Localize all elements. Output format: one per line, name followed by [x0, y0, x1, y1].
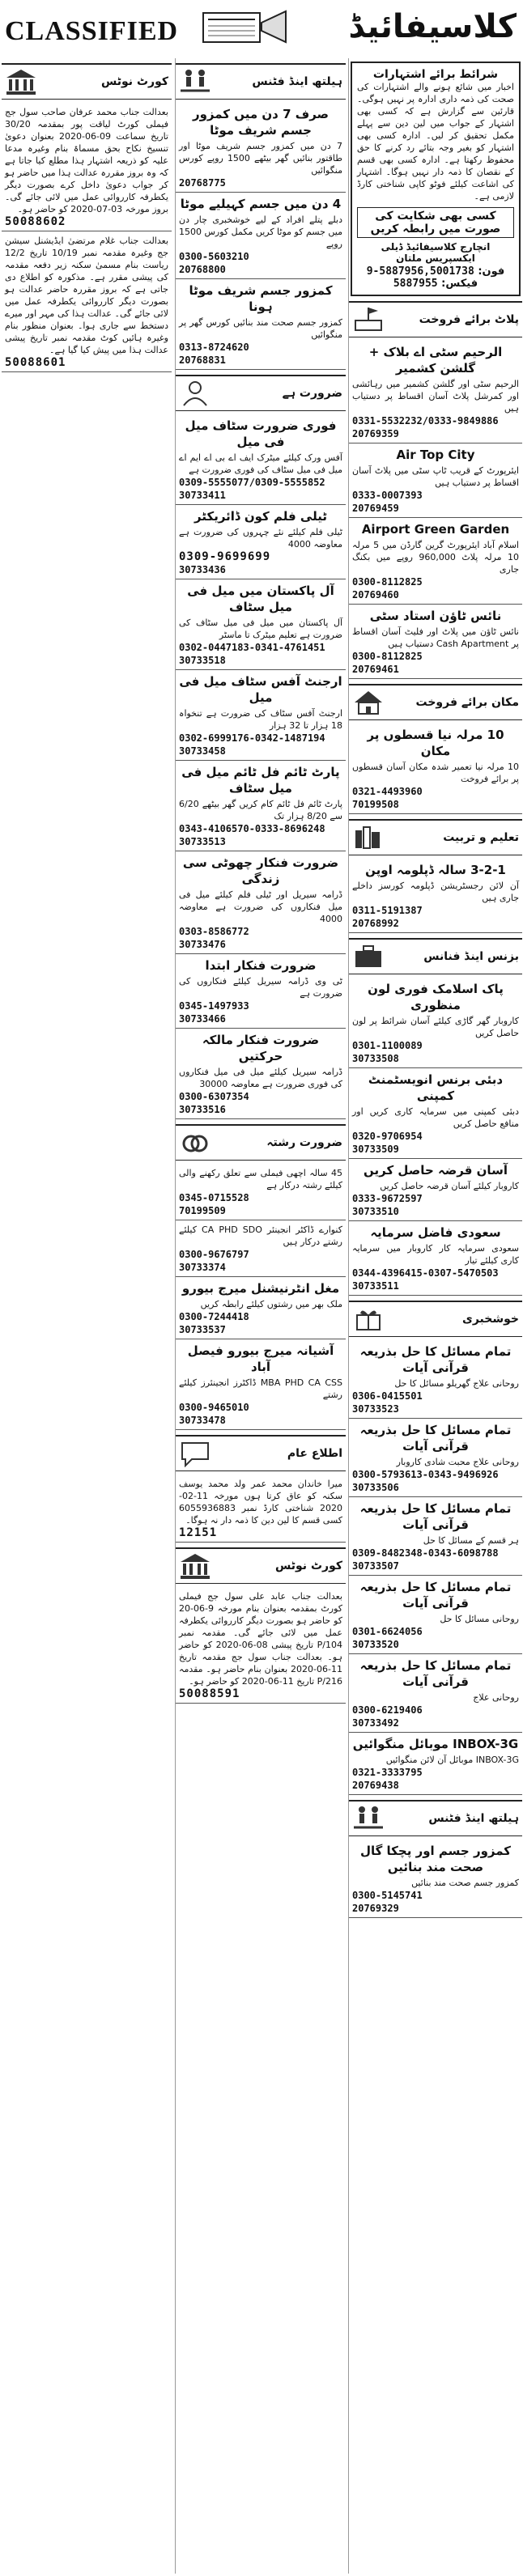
- notice-body: بعدالت جناب محمد عرفان صاحب سول جج فیملی کورٹ لیاقت پور بمقدمہ 30/20 تاریخ سماعت 09-06-2020 بعنوان دعویٰ تنسیخ نکاح بحق مسماۃ بنام وغیرہ مدعا علیہ کو ذریعہ اشتہار ہذا مطلع کیا جاتا ہے کہ وہ بروز مقررہ عدالت ہذا میں حاضر ہو کر جواب دعویٰ داخل کرے بصورت دیگر یکطرفہ کارروائی عمل میں لائی جائے گی۔ بروز مورخہ 03-07-2020 کو حاضر ہو۔: [5, 107, 168, 214]
- section-header: [349, 301, 522, 337]
- terms-body: اخبار میں شائع ہونے والے اشتہارات کی صحت کی ذمہ داری ادارہ پر نہیں ہوگی۔ قارئین سے گزارش ہے کہ کسی بھی اشتہار کے جواب میں لین دین سے پہلے مکمل تحقیق کر لیں۔ ادارہ کسی بھی اشتہار کو بغیر وجہ بتائے رد کرنے کا حق محفوظ رکھتا ہے۔ ادارہ کسی بھی قسم کے نقصان کا ذمہ دار نہیں ہوگا۔ اشتہار کی اشاعت کیلئے فوٹو کاپی شناختی کارڈ لازمی ہے۔: [357, 82, 514, 202]
- ad-headline: ٹیلی فلم کون ڈائریکٹر: [194, 509, 327, 524]
- ad-phone: 0300-9465010: [179, 1402, 249, 1413]
- ad-body: ارجنٹ آفس سٹاف کی ضرورت ہے تنخواہ 18 ہزار تا 32 ہزار: [179, 708, 342, 731]
- ad-code: 20769460: [352, 589, 399, 601]
- terms-box: [351, 62, 521, 296]
- court-notice: [2, 103, 172, 231]
- ad-code: 12151: [179, 1526, 218, 1539]
- office-fax: 5887955: [393, 278, 438, 290]
- ad-phone: 0333-9672597: [352, 1193, 423, 1204]
- ad-code: 30733523: [352, 1403, 399, 1415]
- ad-code: 30733511: [352, 1280, 399, 1292]
- ad-headline: مغل انٹرنیشنل میرج بیورو: [181, 1281, 340, 1296]
- classified-ad: [176, 954, 346, 1029]
- court-notice: [176, 1587, 346, 1704]
- ad-phone: 0321-3333795: [352, 1767, 423, 1778]
- ad-body: میرا خاندان محمد عمر ولد محمد یوسف سکنہ کو عاق کرتا ہوں مورخہ 11-02-2020 شناختی کارڈ نمبر 6055936883 کسی قسم کا لین دین کا ذمہ دار نہ ہوگا۔: [179, 1479, 342, 1526]
- ad-phone: 0301-1100089: [352, 1040, 423, 1051]
- ad-phone: 0302-6999176-0342-1487194: [179, 732, 325, 744]
- ad-code: 30733478: [179, 1415, 226, 1426]
- classified-ad: [349, 1733, 522, 1795]
- section-header: [349, 684, 522, 720]
- classified-ad: [176, 579, 346, 670]
- section-title: مکان برائے فروخت: [415, 696, 519, 709]
- ad-code: 30733510: [352, 1206, 399, 1217]
- ad-code: 30733374: [179, 1262, 226, 1273]
- complaint-note: کسی بھی شکایت کی صورت میں رابطہ کریں: [357, 207, 514, 238]
- section-title: بزنس اینڈ فنانس: [423, 950, 519, 963]
- ad-body: ہر قسم کے مسائل کا حل: [423, 1535, 519, 1546]
- ad-code: 30733509: [352, 1144, 399, 1155]
- ad-headline: آسان قرضہ حاصل کریں: [364, 1163, 508, 1178]
- section-header: [349, 1800, 522, 1836]
- classified-ad: [349, 724, 522, 814]
- classified-ad: [349, 978, 522, 1068]
- section-title: کورٹ نوٹس: [100, 75, 168, 88]
- ad-body: کاروبار گھر گاڑی کیلئے آسان شرائط پر لون حاصل کریں: [352, 1016, 519, 1038]
- ad-phone: 0302-0447183-0341-4761451: [179, 642, 325, 653]
- ad-headline: تمام مسائل کا حل بذریعہ قرآنی آیات: [359, 1658, 512, 1689]
- ad-phone: 0301-6624056: [352, 1626, 423, 1637]
- ad-code: 30733458: [179, 745, 226, 757]
- gift-box-icon: [352, 1305, 385, 1333]
- classified-ad: [349, 1340, 522, 1419]
- classified-ad: [349, 1068, 522, 1159]
- ad-phone: 0300-9676797: [179, 1249, 249, 1260]
- house-icon: [352, 689, 385, 716]
- classified-ad: [176, 279, 346, 370]
- ad-headline: تمام مسائل کا حل بذریعہ قرآنی آیات: [359, 1344, 512, 1375]
- ad-headline: آشیانہ میرج بیورو فیصل آباد: [187, 1343, 334, 1374]
- ad-headline: کمزور جسم شریف موٹا ہونا: [189, 283, 333, 314]
- ad-phone: 0303-8586772: [179, 926, 249, 937]
- ad-body: پارٹ ٹائم فل ٹائم کام کریں گھر بیٹھے 6/20 سے 8/20 ہزار تک: [179, 799, 342, 821]
- classified-title-ur: کلاسیفائیڈ: [348, 8, 517, 45]
- newspaper-megaphone-icon: [198, 6, 296, 47]
- ad-headline: 4 دن میں جسم کہیلیے موٹا: [180, 197, 342, 211]
- column-health-jobs: [175, 58, 346, 2574]
- classified-ad: [349, 518, 522, 605]
- ad-body: ایئرپورٹ کے قریب ٹاپ سٹی میں پلاٹ آسان اقساط پر دستیاب ہیں: [352, 465, 519, 488]
- ad-code: 30733513: [179, 836, 226, 847]
- section-title: ہیلتھ اینڈ فٹنس: [252, 75, 342, 88]
- ad-code: 20769461: [352, 664, 399, 675]
- ad-code: 30733518: [179, 655, 226, 666]
- classified-ad: [176, 1277, 346, 1339]
- section-header: [176, 1547, 346, 1584]
- ad-body: کمزور جسم صحت مند بنائیں: [411, 1878, 519, 1888]
- ad-headline: پارٹ ٹائم فل ٹائم میل فی میل سٹاف: [181, 765, 340, 796]
- ad-headline: 10 مرلہ نیا قسطوں پر مکان: [367, 728, 504, 758]
- ad-phone: 0331-5532232/0333-9849886: [352, 415, 499, 427]
- ad-body: دبلے پتلے افراد کے لیے خوشخبری چار دن میں جسم کو موٹا کریں مکمل کورس 1500 روپے: [179, 214, 342, 249]
- ad-code: 30733492: [352, 1717, 399, 1729]
- classified-ad: [176, 1220, 346, 1277]
- section-title: پلاٹ برائے فروخت: [419, 313, 519, 326]
- ad-body: MBA PHD CA CSS ڈاکٹرز انجینئرز کیلئے رشتے: [179, 1377, 342, 1400]
- ad-code: 20768831: [179, 354, 226, 366]
- classified-ad: [176, 1029, 346, 1119]
- ad-body: 10 مرلہ نیا تعمیر شدہ مکان آسان قسطوں پر برائے فروخت: [352, 762, 519, 784]
- ad-body: 7 دن میں کمزور جسم شریف موٹا اور طاقتور بنائیں گھر بیٹھے 1500 روپے کورس منگوائیں: [179, 141, 342, 176]
- classified-ad: [349, 341, 522, 443]
- ad-phone: 0300-5145741: [352, 1890, 423, 1901]
- ad-code: 20769329: [352, 1903, 399, 1914]
- ad-code: 70199508: [352, 799, 399, 810]
- ad-phone: 0300-7244418: [179, 1311, 249, 1322]
- ad-code: 30733476: [179, 939, 226, 950]
- classified-ad: [349, 1497, 522, 1576]
- ad-body: ٹیلی فلم کیلئے نئے چہروں کی ضرورت ہے معاوضہ 4000: [179, 527, 342, 550]
- ad-headline: فوری ضرورت سٹاف میل فی میل: [185, 418, 337, 449]
- ad-body: روحانی علاج محبت شادی کاروبار: [396, 1457, 519, 1467]
- ad-headline: 3-2-1 سالہ ڈپلومہ اوپن: [365, 863, 506, 877]
- ad-phone: 0343-4106570-0333-8696248: [179, 823, 325, 834]
- fitness-figure-icon: [179, 68, 211, 95]
- classified-ad: [349, 1419, 522, 1497]
- ad-headline: ضرورت فنکار ابتدا: [205, 958, 317, 973]
- ad-headline: کمزور جسم اور پچکا گال صحت مند بنائیں: [359, 1844, 512, 1874]
- notice-body: بعدالت جناب عابد علی سول جج فیملی کورٹ بمقدمہ بعنوان بنام مورخہ 9-06-20 کو حاضر ہو بصورت دیگر کارروائی یکطرفہ عمل میں لائی جائے گی۔ مقدمہ نمبر 104/P تاریخ پیشی 08-06-2020 کو حاضر ہو۔ بعدالت جناب سول جج مقدمہ تاریخ 11-06-2020 بعنوان بنام حاضر ہو۔ مقدمہ 216/P تاریخ 11-06-2020 کو حاضر ہو۔: [179, 1591, 342, 1687]
- classified-ad: [176, 1164, 346, 1220]
- ad-headline: نائس ٹاؤن استاد سٹی: [369, 609, 502, 623]
- ad-body: آفس ورک کیلئے میٹرک ایف اے بی اے ایم اے میل فی میل سٹاف کی فوری ضرورت ہے: [179, 452, 342, 475]
- ad-headline: تمام مسائل کا حل بذریعہ قرآنی آیات: [359, 1423, 512, 1454]
- section-title: ہیلتھ اینڈ فٹنس: [428, 1812, 519, 1825]
- ad-body: کاروبار کیلئے آسان قرضہ حاصل کریں: [380, 1181, 519, 1191]
- ad-body: روحانی مسائل کا حل: [440, 1614, 519, 1624]
- classified-ad: [176, 761, 346, 851]
- section-title: کورٹ نوٹس: [274, 1560, 342, 1572]
- ad-body: آن لائن رجسٹریشن ڈپلومہ کورسز داخلے جاری ہیں: [352, 881, 519, 903]
- ad-phone: 0300-5793613-0343-9496926: [352, 1469, 499, 1480]
- ad-code: 20769438: [352, 1780, 399, 1791]
- section-header: [176, 1124, 346, 1161]
- blank-column-area: [2, 372, 172, 1829]
- ad-headline: ارجنٹ آفس سٹاف میل فی میل: [179, 674, 342, 705]
- ad-phone: 0300-8112825: [352, 576, 423, 588]
- ad-body: 45 سالہ اچھی فیملی سے تعلق رکھنے والی کیلئے رشتہ درکار ہے: [179, 1168, 342, 1190]
- classified-ad: [176, 103, 346, 193]
- ad-headline: تمام مسائل کا حل بذریعہ قرآنی آیات: [359, 1501, 512, 1532]
- courthouse-icon: [179, 1552, 211, 1580]
- ad-headline: Air Top City: [396, 448, 475, 462]
- ad-phone: 0344-4396415-0307-5470503: [352, 1267, 499, 1279]
- section-title: اطلاع عام: [287, 1447, 342, 1460]
- ad-code: 30733466: [179, 1013, 226, 1025]
- incharge-label: انچارج کلاسیفائیڈ ڈیلی ایکسپریس ملتان: [381, 241, 491, 264]
- ad-body: ڈرامہ سیریل اور ٹیلی فلم کیلئے میل فی میل فنکاروں کی ضرورت ہے معاوضہ 4000: [179, 889, 342, 924]
- classified-ad: [176, 1475, 346, 1543]
- ad-code: 20768992: [352, 918, 399, 929]
- ad-code: 30733411: [179, 490, 226, 501]
- ad-code: 70199509: [179, 1205, 226, 1216]
- classified-ad: [349, 605, 522, 679]
- ad-phone: 0309-9699699: [179, 550, 271, 563]
- classified-ad: [349, 1654, 522, 1733]
- ad-code: 20769459: [352, 503, 399, 514]
- ad-phone: 0309-8482348-0343-6098788: [352, 1547, 499, 1559]
- ad-body: INBOX-3G موبائل آن لائن منگوائیں: [385, 1755, 519, 1765]
- ad-headline: ضرورت فنکار چھوٹی سی زندگی: [182, 855, 339, 886]
- fax-label: فیکس:: [441, 278, 478, 290]
- section-title: ضرورت رشتہ: [266, 1136, 342, 1149]
- section-header: [176, 375, 346, 411]
- ad-body: کمزور جسم صحت مند بنائیں کورس گھر پر منگوائیں: [179, 317, 342, 340]
- ad-body: ٹی وی ڈرامہ سیریل کیلئے فنکاروں کی ضرورت ہے: [179, 976, 342, 999]
- ad-phone: 0309-5555077/0309-5555852: [179, 477, 325, 488]
- fitness-figure-icon: [352, 1805, 385, 1832]
- ad-code: 30733506: [352, 1482, 399, 1493]
- ad-body: کنوارے ڈاکٹر انجینئر CA PHD SDO کیلئے رشتے درکار ہیں: [179, 1224, 342, 1247]
- column-court-notices: [2, 58, 172, 2574]
- ad-body: ملک بھر میں رشتوں کیلئے رابطہ کریں: [200, 1299, 342, 1309]
- ad-code: 20769359: [352, 428, 399, 439]
- ad-phone: 0333-0007393: [352, 490, 423, 501]
- column-property-services: [348, 58, 522, 2574]
- ad-headline: تمام مسائل کا حل بذریعہ قرآنی آیات: [359, 1580, 512, 1611]
- ad-body: اسلام آباد ایئرپورٹ گرین گارڈن میں 5 مرلہ 10 مرلہ پلاٹ 960,000 روپے میں بکنگ جاری: [352, 540, 519, 575]
- ad-code: 20768800: [179, 264, 226, 275]
- classified-ad: [349, 1576, 522, 1654]
- ad-phone: 0300-5603210: [179, 251, 249, 262]
- classified-ad: [176, 851, 346, 954]
- ad-phone: 0306-0415501: [352, 1390, 423, 1402]
- ad-body: روحانی علاج گھریلو مسائل کا حل: [394, 1378, 519, 1389]
- classified-ad: [349, 1159, 522, 1221]
- office-phone: 5887956,5001738-9: [366, 265, 474, 278]
- ad-phone: 0313-8724620: [179, 342, 249, 353]
- classified-ad: [176, 193, 346, 279]
- ad-phone: 0311-5191387: [352, 905, 423, 916]
- ad-phone: 0300-6219406: [352, 1704, 423, 1716]
- ad-code: 30733507: [352, 1560, 399, 1572]
- ad-headline: آل پاکستان میں میل فی میل سٹاف: [187, 584, 334, 614]
- classified-ad: [349, 443, 522, 518]
- section-header: [349, 819, 522, 855]
- classified-ad: [349, 859, 522, 933]
- ad-body: سعودی سرمایہ کار کاروبار میں سرمایہ کاری کیلئے تیار: [352, 1243, 519, 1266]
- ad-body: ڈرامہ سیریل کیلئے میل فی میل فنکاروں کی فوری ضرورت ہے معاوضہ 30000: [179, 1067, 342, 1089]
- ad-body: الرحیم سٹی اور گلشن کشمیر میں رہائشی اور کمرشل پلاٹ آسان اقساط پر دستیاب ہیں: [352, 379, 519, 414]
- ad-code: 30733516: [179, 1104, 226, 1115]
- ad-headline: دبئی برنس انویسٹمنٹ کمپنی: [368, 1072, 504, 1103]
- section-title: خوشخبری: [462, 1313, 519, 1326]
- books-icon: [352, 824, 385, 851]
- section-header: [176, 63, 346, 100]
- ad-headline: سعودی فاضل سرمایہ: [370, 1225, 501, 1240]
- ad-phone: 20768775: [179, 177, 226, 189]
- ad-body: آل پاکستان میں میل فی میل سٹاف کی ضرورت ہے تعلیم میٹرک تا ماسٹر: [179, 617, 342, 640]
- classified-ad: [176, 670, 346, 761]
- classified-ad: [349, 1221, 522, 1296]
- section-header: [349, 938, 522, 974]
- wanted-icon: [179, 380, 211, 407]
- ad-phone: 0345-0715528: [179, 1192, 249, 1203]
- ad-body: دبئی کمپنی میں سرمایہ کاری کریں اور منافع حاصل کریں: [352, 1106, 519, 1129]
- ad-phone: 0300-6307354: [179, 1091, 249, 1102]
- ad-headline: صرف 7 دن میں کمزور جسم شریف موٹا: [192, 107, 330, 138]
- ad-code: 30733537: [179, 1324, 226, 1335]
- rings-icon: [179, 1129, 211, 1156]
- ad-code: 30733520: [352, 1639, 399, 1650]
- ad-phone: 0345-1497933: [179, 1000, 249, 1012]
- speech-bubble-icon: [179, 1440, 211, 1467]
- briefcase-icon: [352, 943, 385, 970]
- court-notice: [2, 231, 172, 372]
- classified-ad: [176, 414, 346, 505]
- ad-body: نائس ٹاؤن میں پلاٹ اور فلیٹ آسان اقساط پر Cash Apartment دستیاب ہیں: [352, 626, 519, 649]
- classified-ad: [349, 1840, 522, 1918]
- section-header: [2, 63, 172, 100]
- ad-headline: INBOX-3G موبائل منگوائیں: [352, 1737, 519, 1751]
- phone-label: فون:: [478, 265, 505, 278]
- classified-ad: [176, 505, 346, 579]
- section-header: [176, 1435, 346, 1471]
- ad-phone: 0300-8112825: [352, 651, 423, 662]
- section-title: ضرورت ہے: [282, 387, 342, 400]
- ad-body: روحانی علاج: [473, 1692, 519, 1703]
- notice-body: بعدالت جناب غلام مرتضیٰ ایڈیشنل سیشن جج وغیرہ مقدمہ نمبر 10/19 تاریخ 12/2 ریاست بنام مسمیٰ سکنہ زیر دفعہ مقدمہ کی پیشی مقرر ہے۔ مذکورہ کو اطلاع دی جاتی ہے کہ بروز مقررہ حاضر عدالت ہو بصورت دیگر کارروائی یکطرفہ عمل میں لائی جائے گی۔ عدالت ہذا کی مہر اور میرے دستخط سے جاری ہوا۔ بعنوان منظور بنام وغیرہ ہائیں کوٹ مقدمہ نمبر تاریخ پیشی عدالت ہذا میں پیش کیا گیا ہے۔: [5, 236, 168, 355]
- ad-headline: الرحیم سٹی اے بلاک + گلشن کشمیر: [368, 345, 503, 376]
- ad-headline: Airport Green Garden: [361, 522, 510, 537]
- ad-headline: ضرورت فنکار مالکہ حرکتیں: [202, 1033, 320, 1063]
- ad-headline: پاک اسلامک فوری لون منظوری: [368, 982, 504, 1012]
- ad-phone: 0321-4493960: [352, 786, 423, 797]
- page-header: [0, 0, 523, 57]
- section-title: تعلیم و تربیت: [443, 831, 519, 844]
- ad-phone: 0320-9706954: [352, 1131, 423, 1142]
- notice-code: 50088601: [5, 356, 66, 369]
- courthouse-icon: [5, 68, 37, 95]
- classified-ad: [176, 1339, 346, 1430]
- notice-code: 50088591: [179, 1687, 240, 1700]
- notice-code: 50088602: [5, 215, 66, 228]
- plot-marker-icon: [352, 306, 385, 333]
- ad-code: 30733508: [352, 1053, 399, 1064]
- classified-title-en: CLASSIFIED: [5, 16, 179, 46]
- section-header: [349, 1301, 522, 1337]
- terms-title: شرائط برائے اشتہارات: [372, 68, 499, 81]
- ad-code: 30733436: [179, 564, 226, 575]
